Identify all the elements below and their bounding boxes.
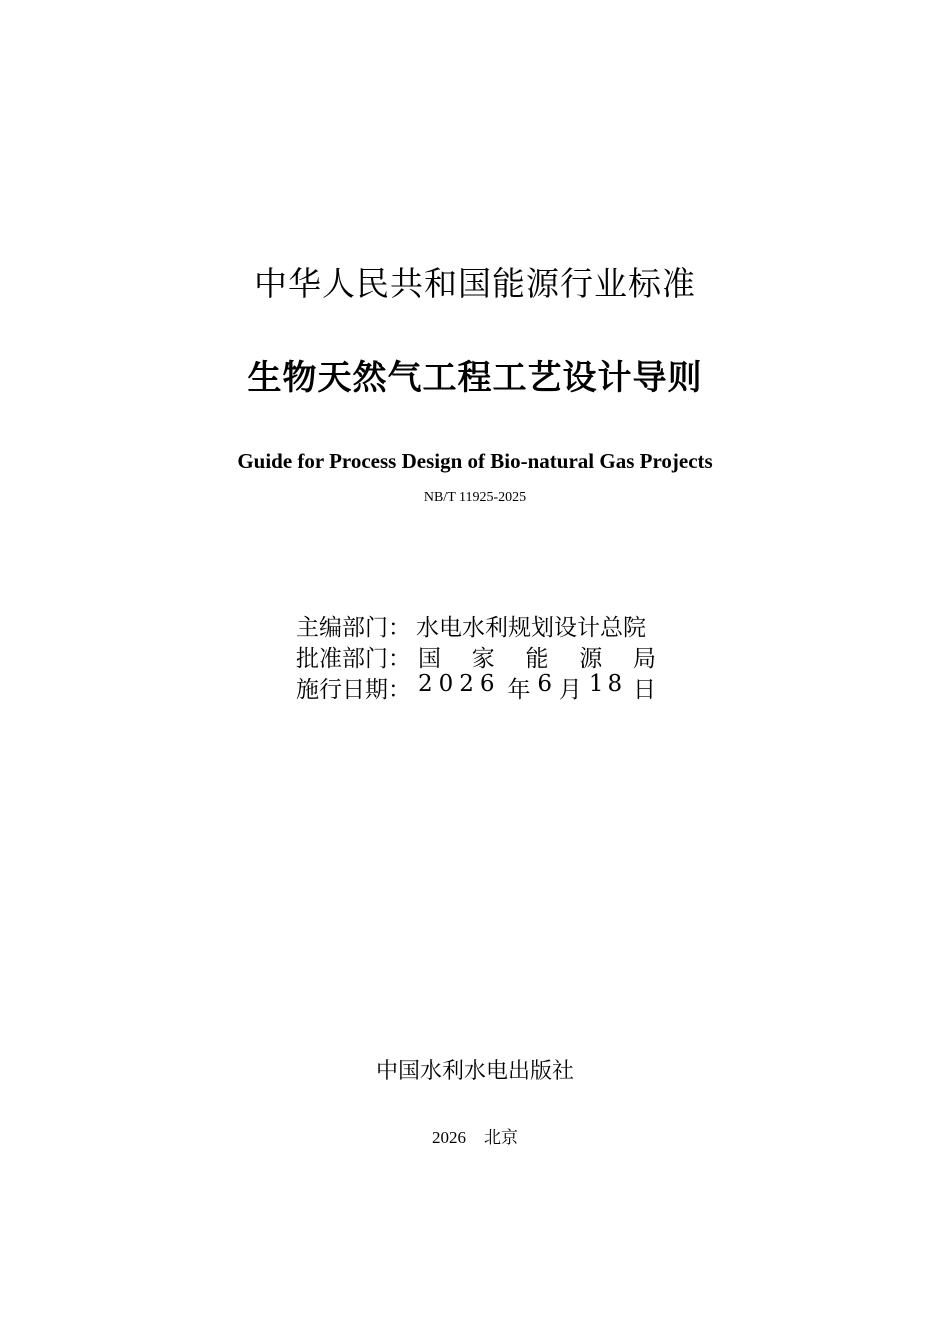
date-year-unit: 年 — [507, 677, 531, 703]
publication-year: 2026 — [432, 1128, 466, 1147]
editor-label: 主编部门： — [296, 615, 411, 641]
date-day-unit: 日 — [633, 677, 656, 703]
standard-number: NB/T 11925-2025 — [423, 490, 527, 505]
publisher-name: 中国水利水电出版社 — [375, 1059, 574, 1084]
approver-char: 源 — [579, 646, 603, 672]
approver-value — [416, 640, 656, 673]
approver-row — [296, 641, 656, 672]
date-year: 2026 — [418, 671, 501, 697]
publication-year-place — [0, 1126, 950, 1150]
editor-value: 水电水利规划设计总院 — [416, 615, 646, 641]
issuance-info — [296, 610, 656, 703]
document-title-chinese: 生物天然气工程工艺设计导则 — [247, 358, 703, 398]
date-month: 6 — [537, 671, 552, 697]
approver-char: 国 — [418, 646, 441, 672]
approver-label: 批准部门： — [296, 646, 411, 672]
date-month-unit: 月 — [558, 677, 582, 703]
effective-date-row — [296, 672, 656, 703]
approver-char: 能 — [525, 646, 549, 672]
approver-char: 家 — [471, 646, 495, 672]
standard-type-heading: 中华人民共和国能源行业标准 — [254, 264, 696, 303]
document-title-english: Guide for Process Design of Bio-natural Gas Projects — [237, 449, 713, 473]
date-day: 18 — [588, 671, 627, 697]
effective-date-label: 施行日期： — [296, 677, 411, 703]
effective-date-value — [416, 671, 656, 704]
publication-city: 北京 — [484, 1128, 518, 1148]
approver-char: 局 — [633, 646, 656, 672]
editor-row — [296, 610, 656, 641]
